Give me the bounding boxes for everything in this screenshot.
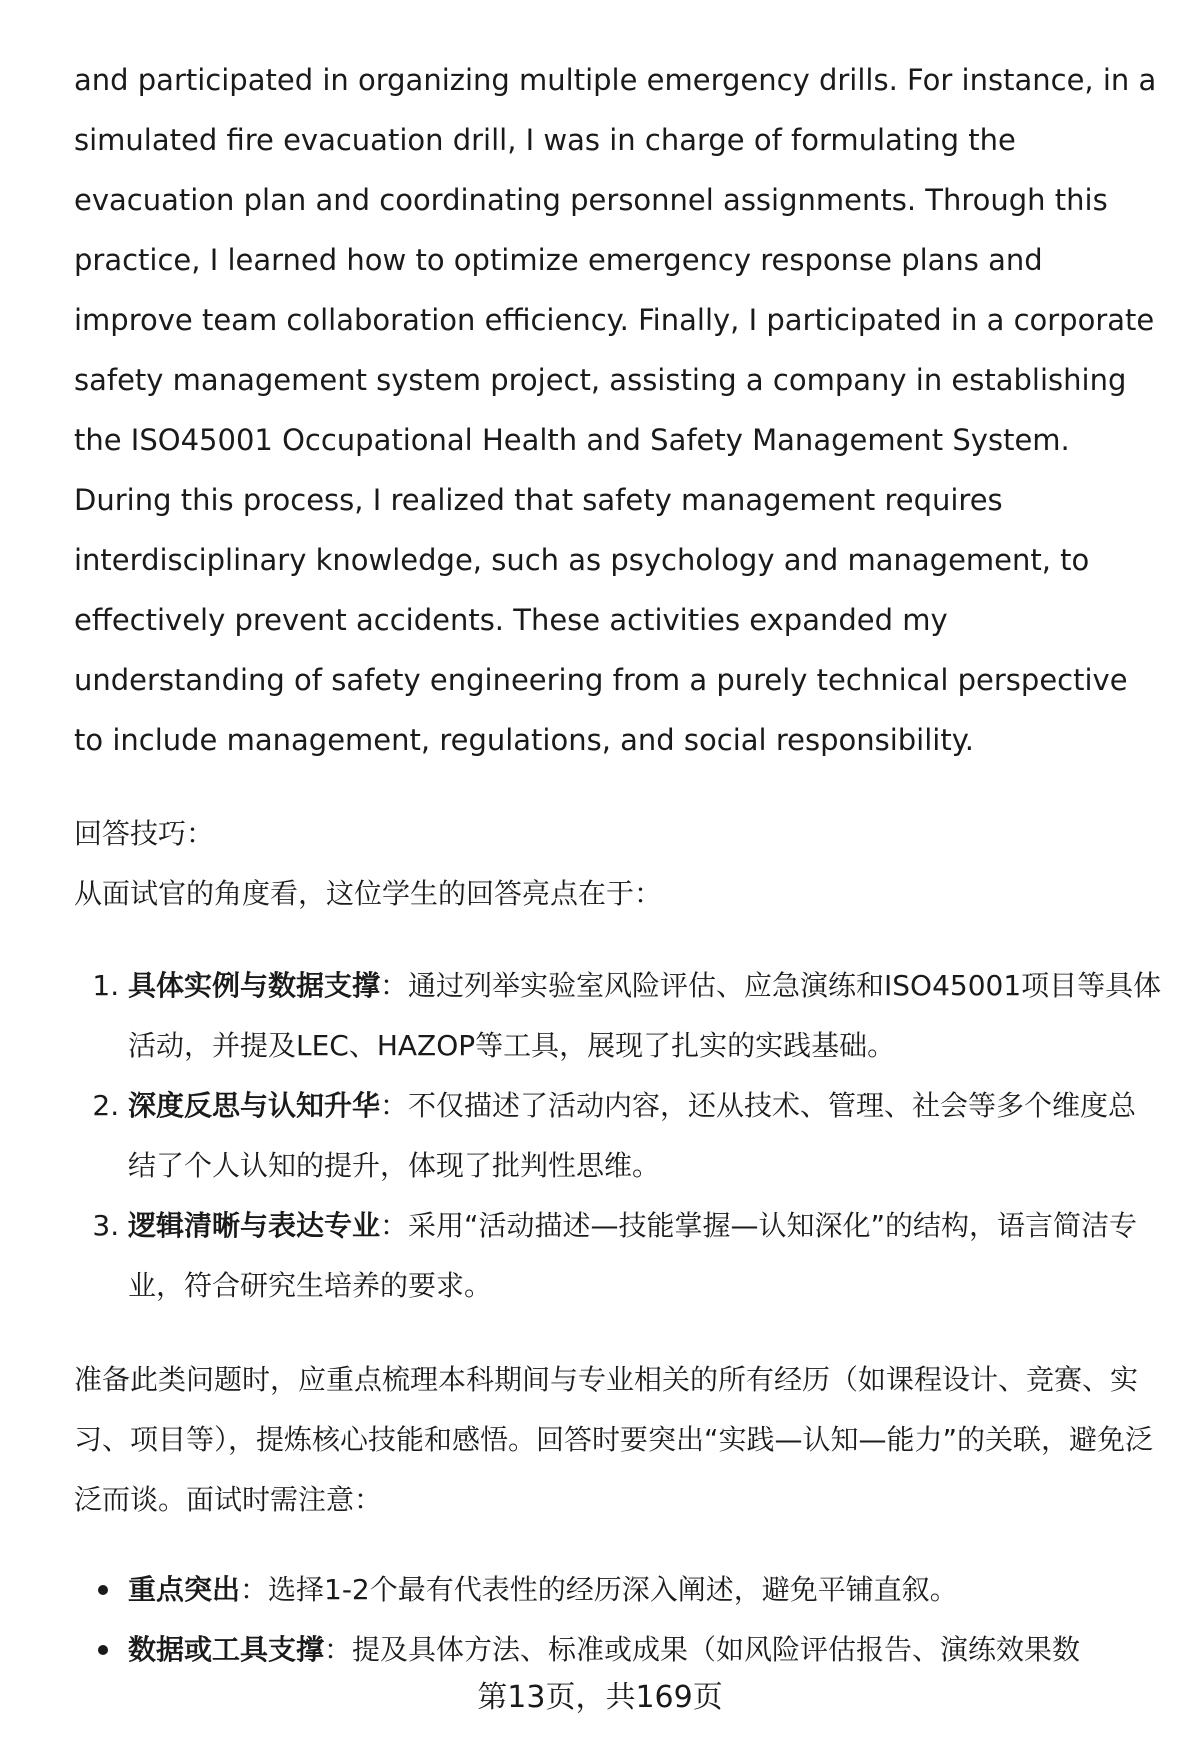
highlight-text: ：采用“活动描述—技能掌握—认知深化”的结构，语言简洁专业，符合研究生培养的要求。 [128, 1209, 1138, 1302]
tips-label: 回答技巧： [74, 817, 215, 850]
prep-paragraph: 准备此类问题时，应重点梳理本科期间与专业相关的所有经历（如课程设计、竞赛、实习、项目等），提炼核心技能和感悟。回答时要突出“实践—认知—能力”的关联，避免泛泛而谈。面试时需注意： [74, 1363, 1154, 1516]
page-content [74, 50, 1164, 1680]
notes-list [74, 1560, 1164, 1680]
highlight-title: 具体实例与数据支撑 [128, 969, 381, 1002]
intro-line: 从面试官的角度看，这位学生的回答亮点在于： [74, 877, 663, 910]
highlight-item [128, 1196, 1164, 1316]
note-text: ：选择1-2个最有代表性的经历深入阐述，避免平铺直叙。 [240, 1573, 958, 1606]
highlight-text: ：不仅描述了活动内容，还从技术、管理、社会等多个维度总结了个人认知的提升，体现了批判性思维。 [128, 1089, 1137, 1182]
note-title: 重点突出 [128, 1573, 241, 1606]
bullet-icon [98, 1585, 108, 1595]
note-text: ：提及具体方法、标准或成果（如风险评估报告、演练效果数 [324, 1633, 1081, 1666]
bullet-icon [98, 1645, 108, 1655]
highlight-text: ：通过列举实验室风险评估、应急演练和ISO45001项目等具体活动，并提及LEC、HAZOP等工具，展现了扎实的实践基础。 [128, 969, 1162, 1062]
highlight-title: 深度反思与认知升华 [128, 1089, 381, 1122]
english-paragraph: and participated in organizing multiple emergency drills. For instance, in a simulated fire evacuation drill, I was in charge of formulating the evacuation plan and coordinating personnel assignments. Through this practice, I learned how to optimize emergency response plans and improve team collaboration efficiency. Finally, I participated in a corporate safety management system project, assisting a company in establishing the ISO45001 Occupational Health and Safety Management System. During this process, I realized that safety management requires interdisciplinary knowledge, such as psychology and management, to effectively prevent accidents. These activities expanded my understanding of safety engineering from a purely technical perspective to include management, regulations, and social responsibility. [74, 63, 1157, 757]
highlight-item [128, 1076, 1164, 1196]
note-title: 数据或工具支撑 [128, 1633, 325, 1666]
highlight-item [128, 956, 1164, 1076]
highlight-title: 逻辑清晰与表达专业 [128, 1209, 381, 1242]
note-item [128, 1620, 1164, 1680]
highlights-list [74, 956, 1164, 1316]
page-number: 第13页，共169页 [477, 1680, 723, 1715]
note-item [128, 1560, 1164, 1620]
